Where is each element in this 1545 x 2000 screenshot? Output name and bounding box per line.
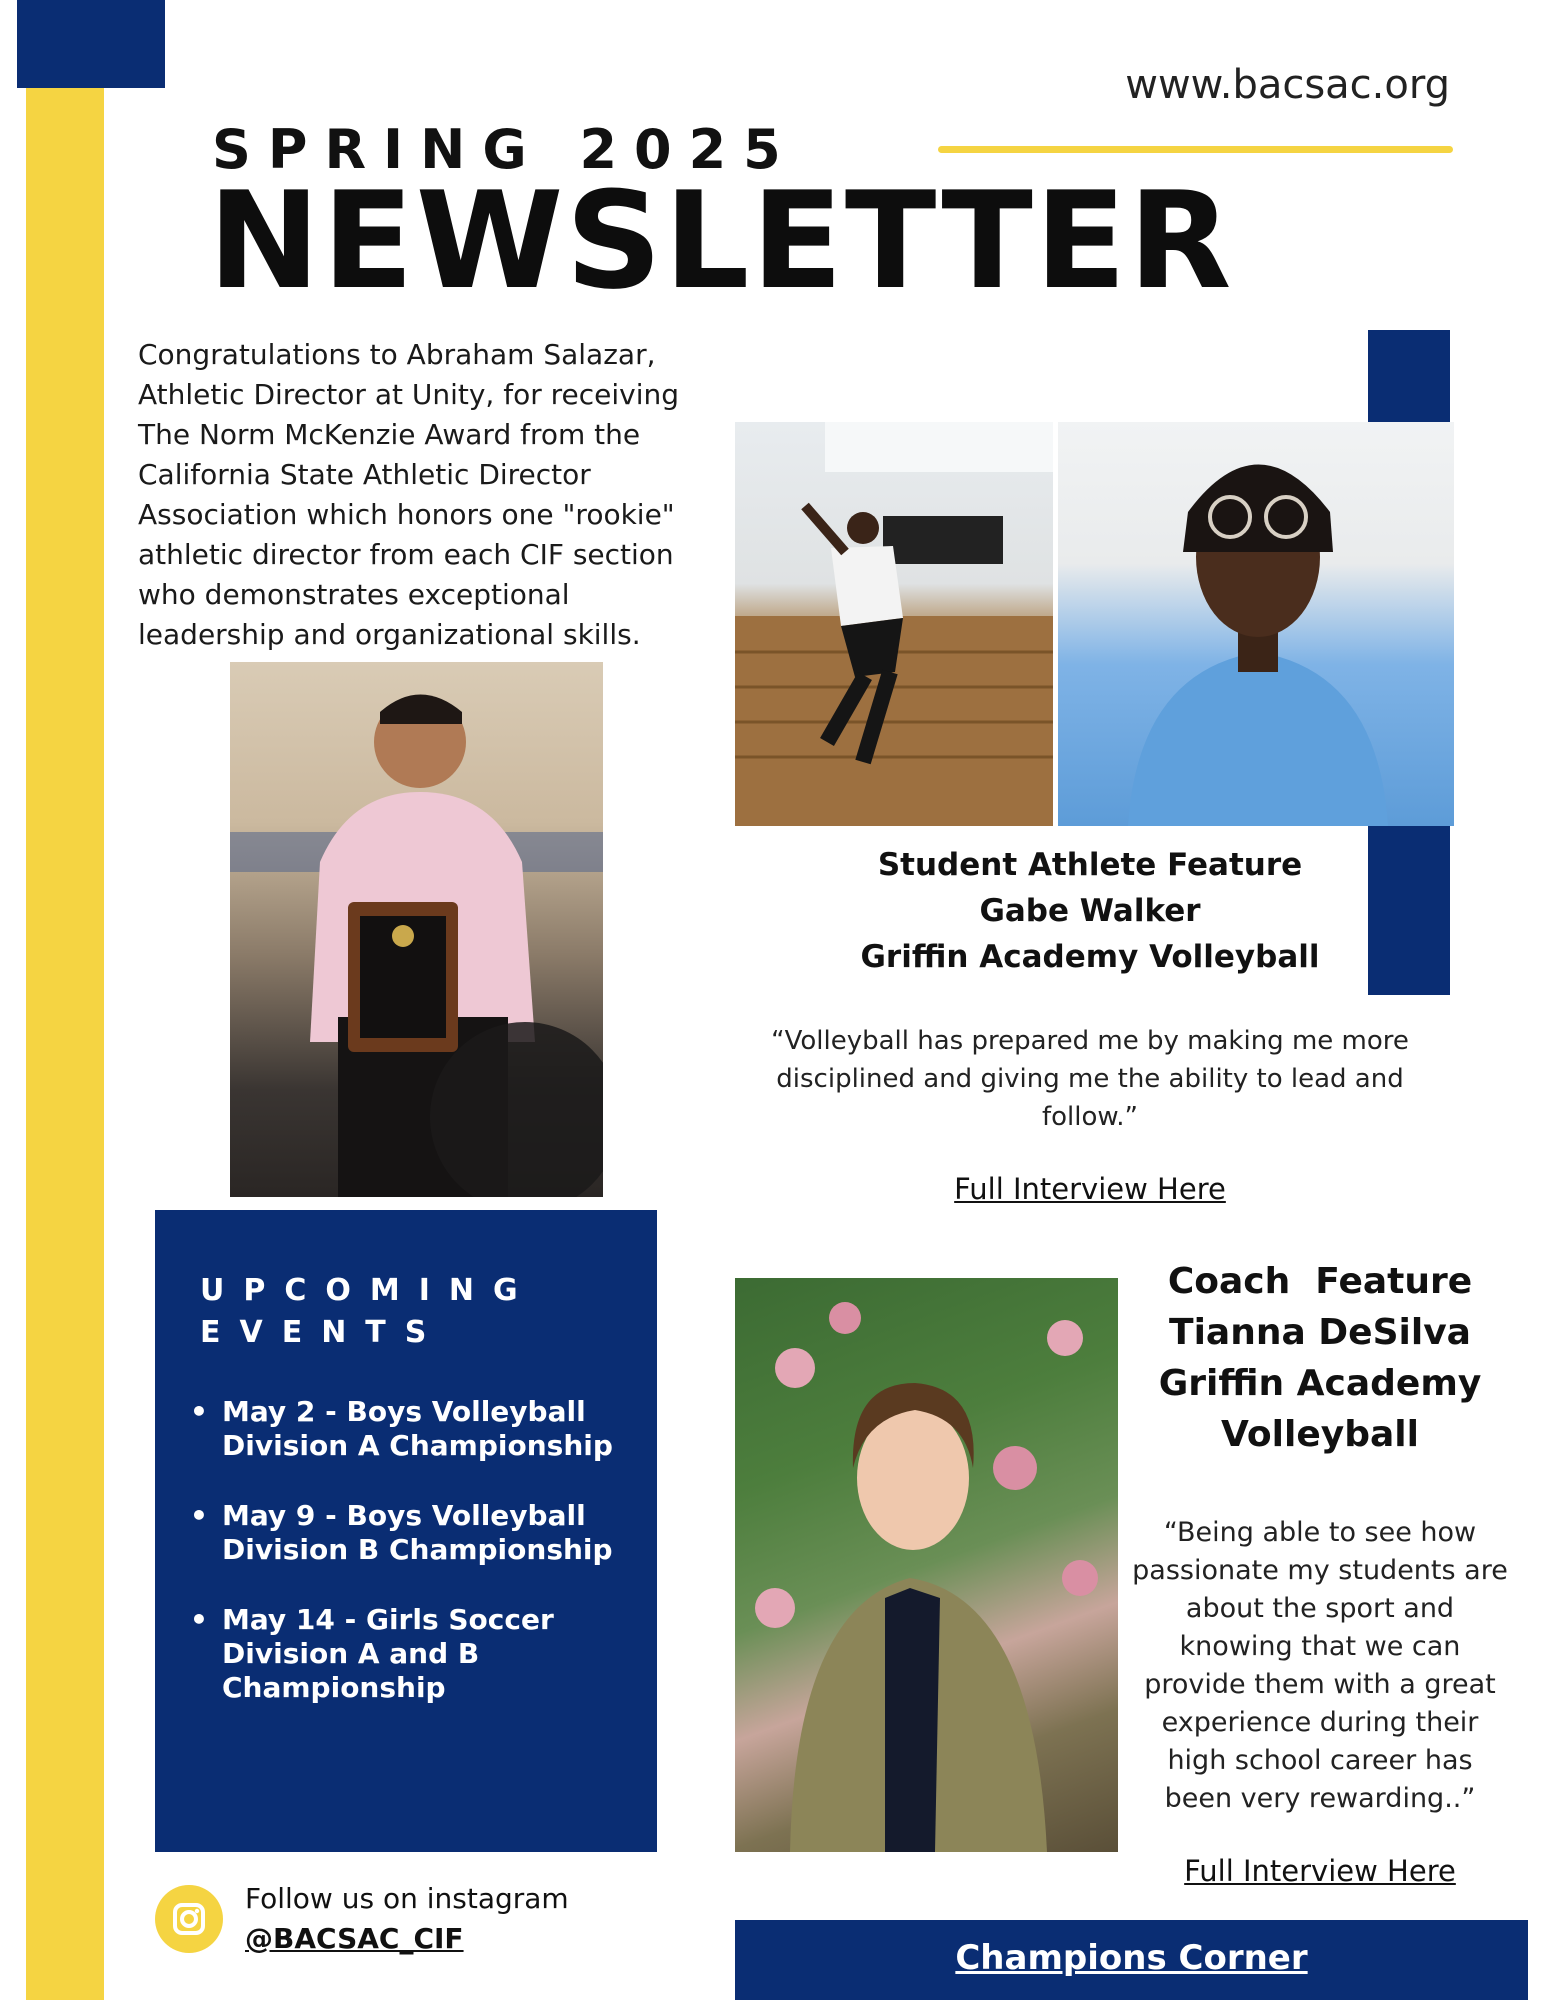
award-announcement: Congratulations to Abraham Salazar, Athletic Director at Unity, for receiving The Norm McKenzie Award from the California State Athletic Director Association which honors one "rookie" athletic director from each CIF section who demonstrates exceptional leadership and organizational skills. xyxy=(138,338,680,651)
upcoming-events-panel xyxy=(155,1210,657,1852)
coach-interview-link[interactable]: Full Interview Here xyxy=(1184,1854,1456,1888)
upcoming-events-title xyxy=(200,1270,620,1354)
coach-photo-illustration xyxy=(735,1278,1118,1852)
events-title-line2: EVENTS xyxy=(200,1315,446,1350)
coach-school: Griffin Academy xyxy=(1158,1363,1482,1404)
header-accent-line xyxy=(938,146,1453,153)
event-item: • May 14 - Girls Soccer Division A and B Championship xyxy=(190,1603,640,1705)
instagram-icon[interactable] xyxy=(155,1885,223,1953)
student-quote: “Volleyball has prepared me by making me more disciplined and giving me the ability to lead and follow.” xyxy=(771,1026,1409,1132)
coach-feature-heading: Coach Feature xyxy=(1167,1261,1473,1302)
instagram-handle-link[interactable]: @BACSAC_CIF xyxy=(245,1922,464,1955)
student-name: Gabe Walker xyxy=(979,893,1201,929)
instagram-follow-text: Follow us on instagram xyxy=(245,1882,569,1915)
website-link[interactable]: www.bacsac.org xyxy=(1125,62,1450,108)
champions-corner-link[interactable]: Champions Corner xyxy=(955,1938,1308,1978)
champions-corner-banner[interactable] xyxy=(735,1920,1528,2000)
student-feature-heading: Student Athlete Feature xyxy=(877,847,1303,883)
volleyball-action-photo xyxy=(735,422,1053,826)
student-feature-caption xyxy=(820,842,1360,980)
event-item: • May 9 - Boys Volleyball Division B Championship xyxy=(190,1499,640,1567)
events-title-line1: UPCOMING xyxy=(200,1273,537,1308)
student-interview-link[interactable]: Full Interview Here xyxy=(954,1172,1226,1206)
portrait-illustration xyxy=(1058,422,1454,826)
volleyball-photo-illustration xyxy=(735,422,1053,826)
instagram-glyph xyxy=(155,1885,223,1953)
coach-quote: “Being able to see how passionate my students are about the sport and knowing that we can provide them with a great experience during their high school career has been very rewarding..” xyxy=(1132,1517,1508,1814)
award-photo-illustration xyxy=(230,662,603,1197)
newsletter-title: NEWSLETTER xyxy=(208,163,1234,319)
student-athlete-portrait xyxy=(1058,422,1454,826)
season-label: SPRING 2025 xyxy=(212,118,798,181)
coach-name: Tianna DeSilva xyxy=(1169,1312,1471,1353)
coach-feature-caption xyxy=(1130,1256,1510,1460)
student-team: Griffin Academy Volleyball xyxy=(860,939,1320,975)
award-recipient-photo xyxy=(230,662,603,1197)
events-list xyxy=(190,1395,640,1741)
coach-sport: Volleyball xyxy=(1221,1414,1419,1455)
coach-portrait xyxy=(735,1278,1118,1852)
corner-navy-block xyxy=(17,0,165,88)
side-yellow-stripe xyxy=(26,88,104,2000)
event-item: • May 2 - Boys Volleyball Division A Championship xyxy=(190,1395,640,1463)
